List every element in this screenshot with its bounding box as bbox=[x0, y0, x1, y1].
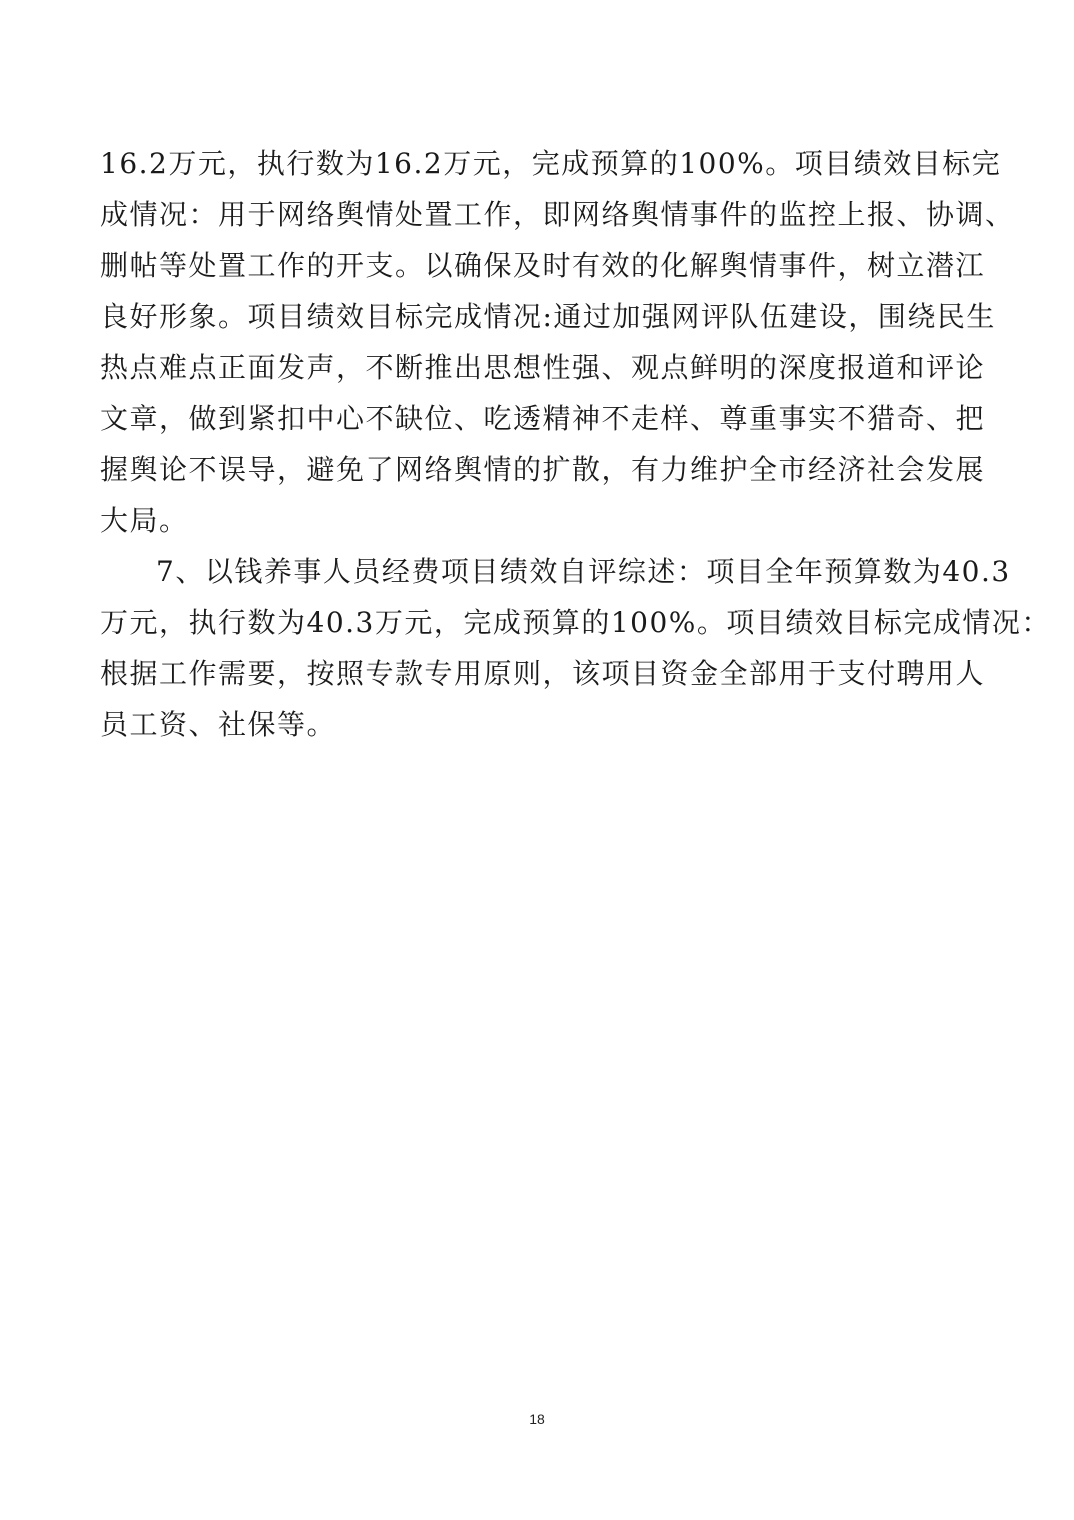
page-number: 18 bbox=[529, 1411, 545, 1427]
text-line: 良好形象。项目绩效目标完成情况:通过加强网评队伍建设，围绕民生 bbox=[100, 300, 996, 333]
text-line: 握舆论不误导，避免了网络舆情的扩散，有力维护全市经济社会发展 bbox=[100, 453, 986, 486]
text-line: 7、以钱养事人员经费项目绩效自评综述：项目全年预算数为40.3 bbox=[156, 555, 1011, 588]
document-body bbox=[100, 138, 1051, 750]
paragraph-project-7 bbox=[100, 546, 1051, 750]
text-line: 员工资、社保等。 bbox=[100, 708, 337, 741]
text-line: 删帖等处置工作的开支。以确保及时有效的化解舆情事件，树立潜江 bbox=[100, 249, 986, 282]
text-line: 16.2万元，执行数为16.2万元，完成预算的100%。项目绩效目标完 bbox=[100, 147, 1002, 180]
paragraph-project-6-continued bbox=[100, 138, 1015, 546]
text-line: 大局。 bbox=[100, 504, 189, 537]
text-line: 热点难点正面发声，不断推出思想性强、观点鲜明的深度报道和评论 bbox=[100, 351, 986, 384]
text-line: 成情况：用于网络舆情处置工作，即网络舆情事件的监控上报、协调、 bbox=[100, 198, 1015, 231]
text-line: 万元，执行数为40.3万元，完成预算的100%。项目绩效目标完成情况： bbox=[100, 606, 1051, 639]
text-line: 根据工作需要，按照专款专用原则，该项目资金全部用于支付聘用人 bbox=[100, 657, 986, 690]
text-line: 文章，做到紧扣中心不缺位、吃透精神不走样、尊重事实不猎奇、把 bbox=[100, 402, 986, 435]
